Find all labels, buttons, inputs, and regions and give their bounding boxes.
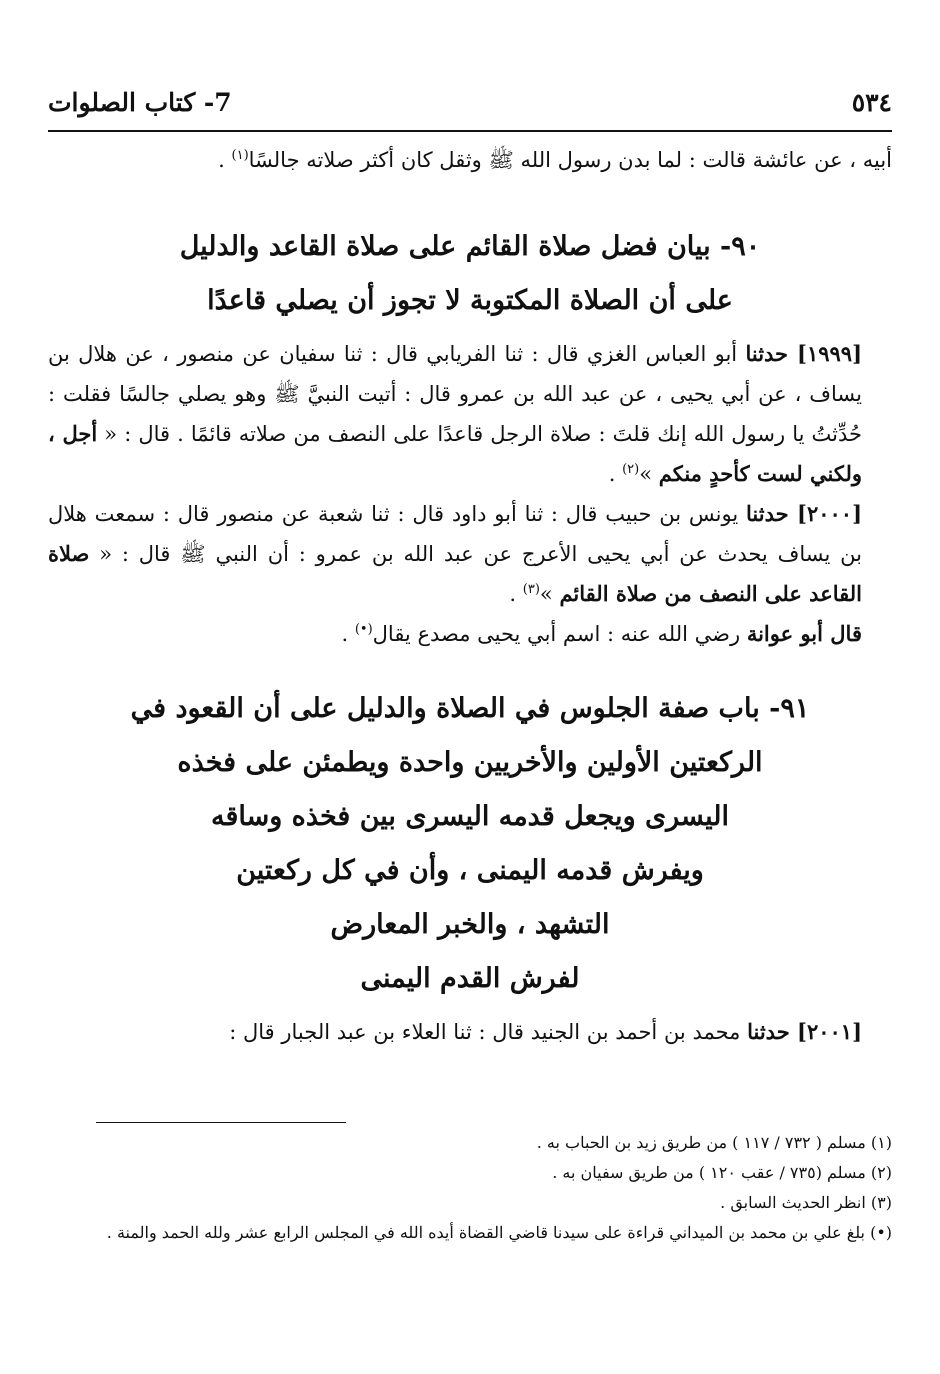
footnote-2: (٢) مسلم (٧٣٥ / عقب ١٢٠ ) من طريق سفيان به . [552, 1163, 892, 1182]
main-text [48, 140, 892, 1052]
footnote-rule [96, 1122, 346, 1123]
chapter-title: 7- كتاب الصلوات [48, 87, 232, 117]
hadith-2000: [٢٠٠٠] حدثنا يونس بن حبيب قال : ثنا أبو داود قال : ثنا شعبة عن منصور قال : سمعت هلال بن يساف يحدث عن أبي يحيى الأعرج عن عبد الله بن عمرو : أن النبي ﷺ قال : « صلاة القاعد على النصف من صلاة القائم »$^{(٣)}$ . [48, 501, 862, 606]
chapter-90-heading: ٩٠- بيان فضل صلاة القائم على صلاة القاعد والدليل على أن الصلاة المكتوبة لا تجوز أن يصلي قاعدًا [179, 231, 761, 316]
footnotes [48, 1128, 892, 1248]
abu-awana-note: قال أبو عوانة رضي الله عنه : اسم أبي يحيى مصدع يقال(•) . [341, 621, 862, 646]
header-rule [48, 130, 892, 132]
footnote-ref-3: (٣) [522, 582, 540, 597]
footnote-ref-1: (١) [231, 148, 249, 163]
opening-line: أبيه ، عن عائشة قالت : لما بدن رسول الله ﷺ وثقل كان أكثر صلاته جالسًا$^{(١)}$ . [218, 148, 892, 172]
footnote-1: (١) مسلم ( ٧٣٢ / ١١٧ ) من طريق زيد بن الحباب به . [536, 1133, 892, 1152]
footnote-3: (٣) انظر الحديث السابق . [720, 1193, 892, 1212]
footnote-4: (•) بلغ علي بن محمد بن الميداني قراءة على سيدنا قاضي القضاة أيده الله في المجلس الرابع عشر ولله الحمد والمنة . [106, 1223, 892, 1242]
footnote-ref-dot: (•) [354, 622, 373, 637]
chapter-91-heading: ٩١- باب صفة الجلوس في الصلاة والدليل على أن القعود في الركعتين الأولين والأخريين واحدة ويطمئن على فخذه اليسرى ويجعل قدمه اليسرى بين فخذه وساقه ويفرش قدمه اليمنى ، وأن في كل ركعتين التشهد ، والخبر المعارض لفرش القدم اليمنى [130, 693, 810, 994]
hadith-1999: [١٩٩٩] حدثنا أبو العباس الغزي قال : ثنا الفريابي قال : ثنا سفيان عن منصور ، عن هلال بن يساف ، عن أبي يحيى ، عن عبد الله بن عمرو قال : أتيت النبيَّ ﷺ وهو يصلي جالسًا فقلت : حُدِّثتُ يا رسول الله إنك قلتَ : صلاة الرجل قاعدًا على النصف من صلاته قائمًا . قال : « أجل ، ولكني لست كأحدٍ منكم »$^{(٢)}$ . [48, 341, 863, 486]
footnote-ref-2: (٢) [622, 462, 640, 477]
page-header [48, 82, 892, 122]
page-number: ٥٣٤ [851, 87, 892, 117]
hadith-2001: [٢٠٠١] حدثنا محمد بن أحمد بن الجنيد قال : ثنا العلاء بن عبد الجبار قال : [229, 1019, 862, 1044]
